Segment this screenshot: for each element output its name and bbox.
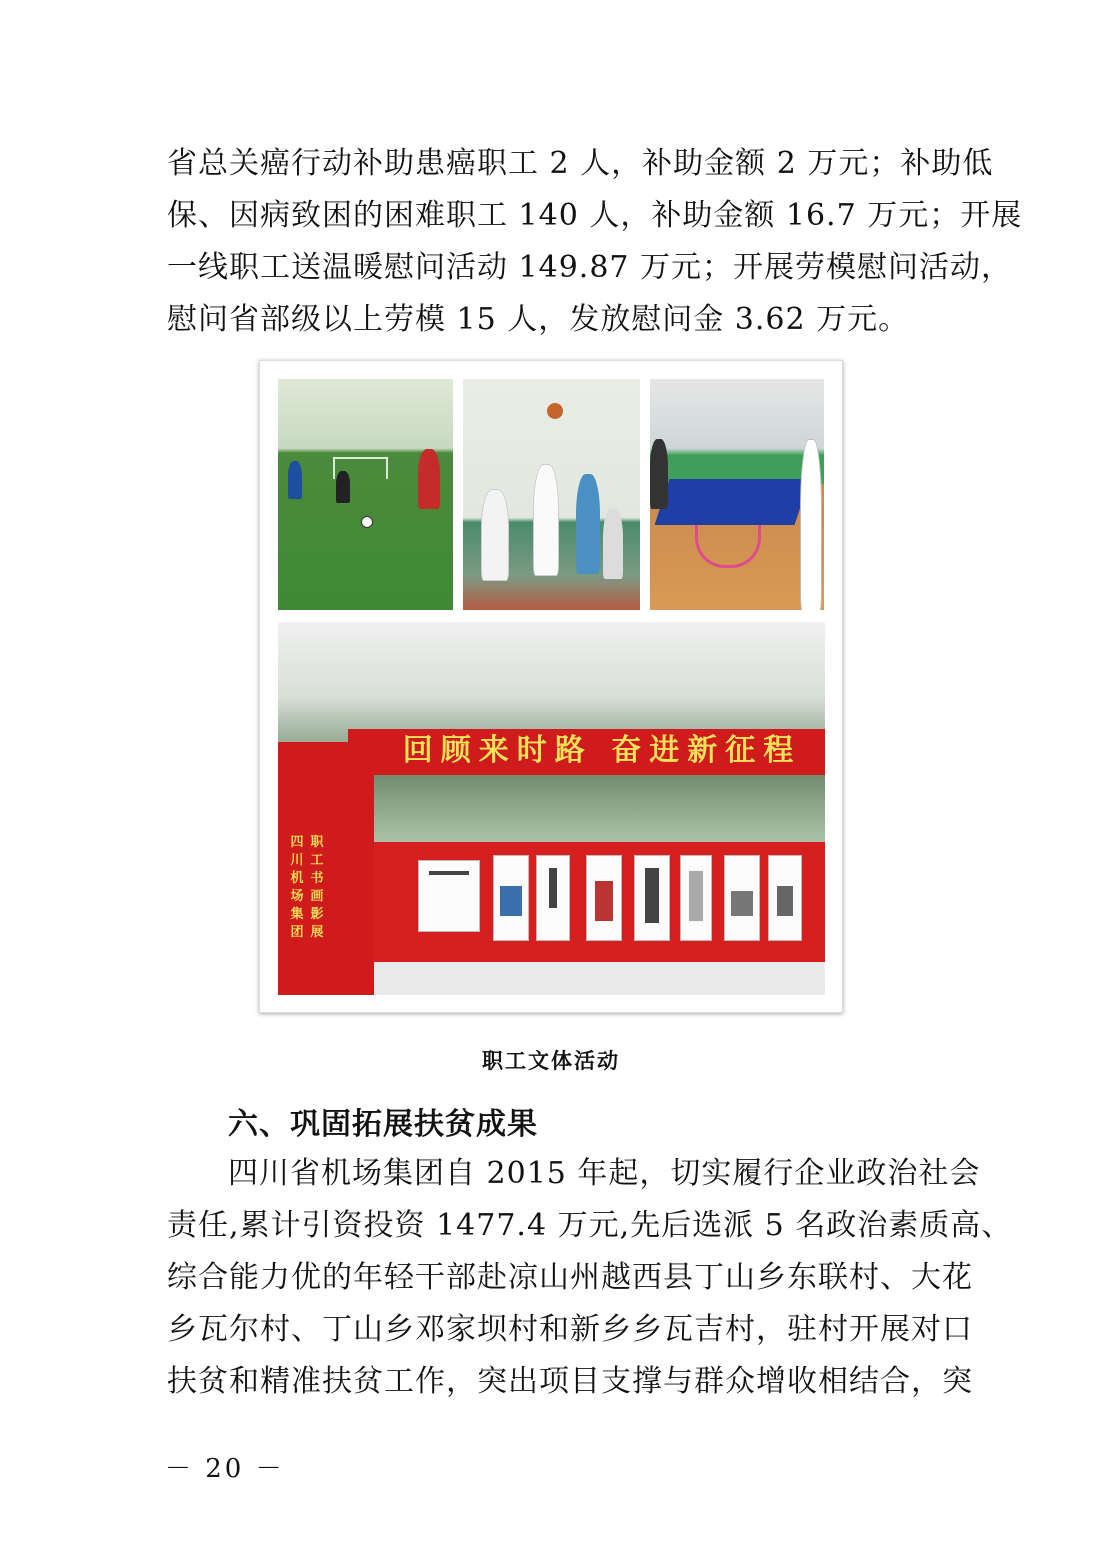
text-line: 省总关癌行动补助患癌职工 2 人，补助金额 2 万元；补助低 [167,146,994,181]
text-line: 保、因病致困的困难职工 140 人，补助金额 16.7 万元；开展 [167,198,1023,233]
body-paragraph [167,1148,1013,1408]
text-line: 慰问省部级以上劳模 15 人，发放慰问金 3.62 万元。 [167,302,910,337]
exhibit-side-text: 职工书画影展 [310,835,324,940]
photo-collage [259,360,843,1013]
soccer-photo [278,379,453,610]
table-tennis-photo [650,379,824,610]
text-line: 扶贫和精准扶贫工作，突出项目支撑与群众增收相结合，突 [167,1364,973,1399]
basketball-photo [463,379,640,610]
text-line: 四川省机场集团自 2015 年起，切实履行企业政治社会 [228,1156,981,1191]
text-line: 综合能力优的年轻干部赴凉山州越西县丁山乡东联村、大花 [167,1260,973,1295]
text-line: 一线职工送温暖慰问活动 149.87 万元；开展劳模慰问活动， [167,250,1013,285]
exhibition-photo [278,622,825,995]
figure-caption: 职工文体活动 [482,1049,620,1073]
exhibit-side-text: 四川机场集团 [290,835,304,940]
body-paragraph [167,138,1023,346]
banner-title: 回顾来时路 奋进新征程 [402,733,802,768]
text-line: 责任,累计引资投资 1477.4 万元,先后选派 5 名政治素质高、 [167,1208,1013,1243]
page-number: － 20 － [165,1454,285,1484]
text-line: 乡瓦尔村、丁山乡邓家坝村和新乡乡瓦吉村，驻村开展对口 [167,1312,973,1347]
section-heading: 六、巩固拓展扶贫成果 [228,1107,538,1142]
